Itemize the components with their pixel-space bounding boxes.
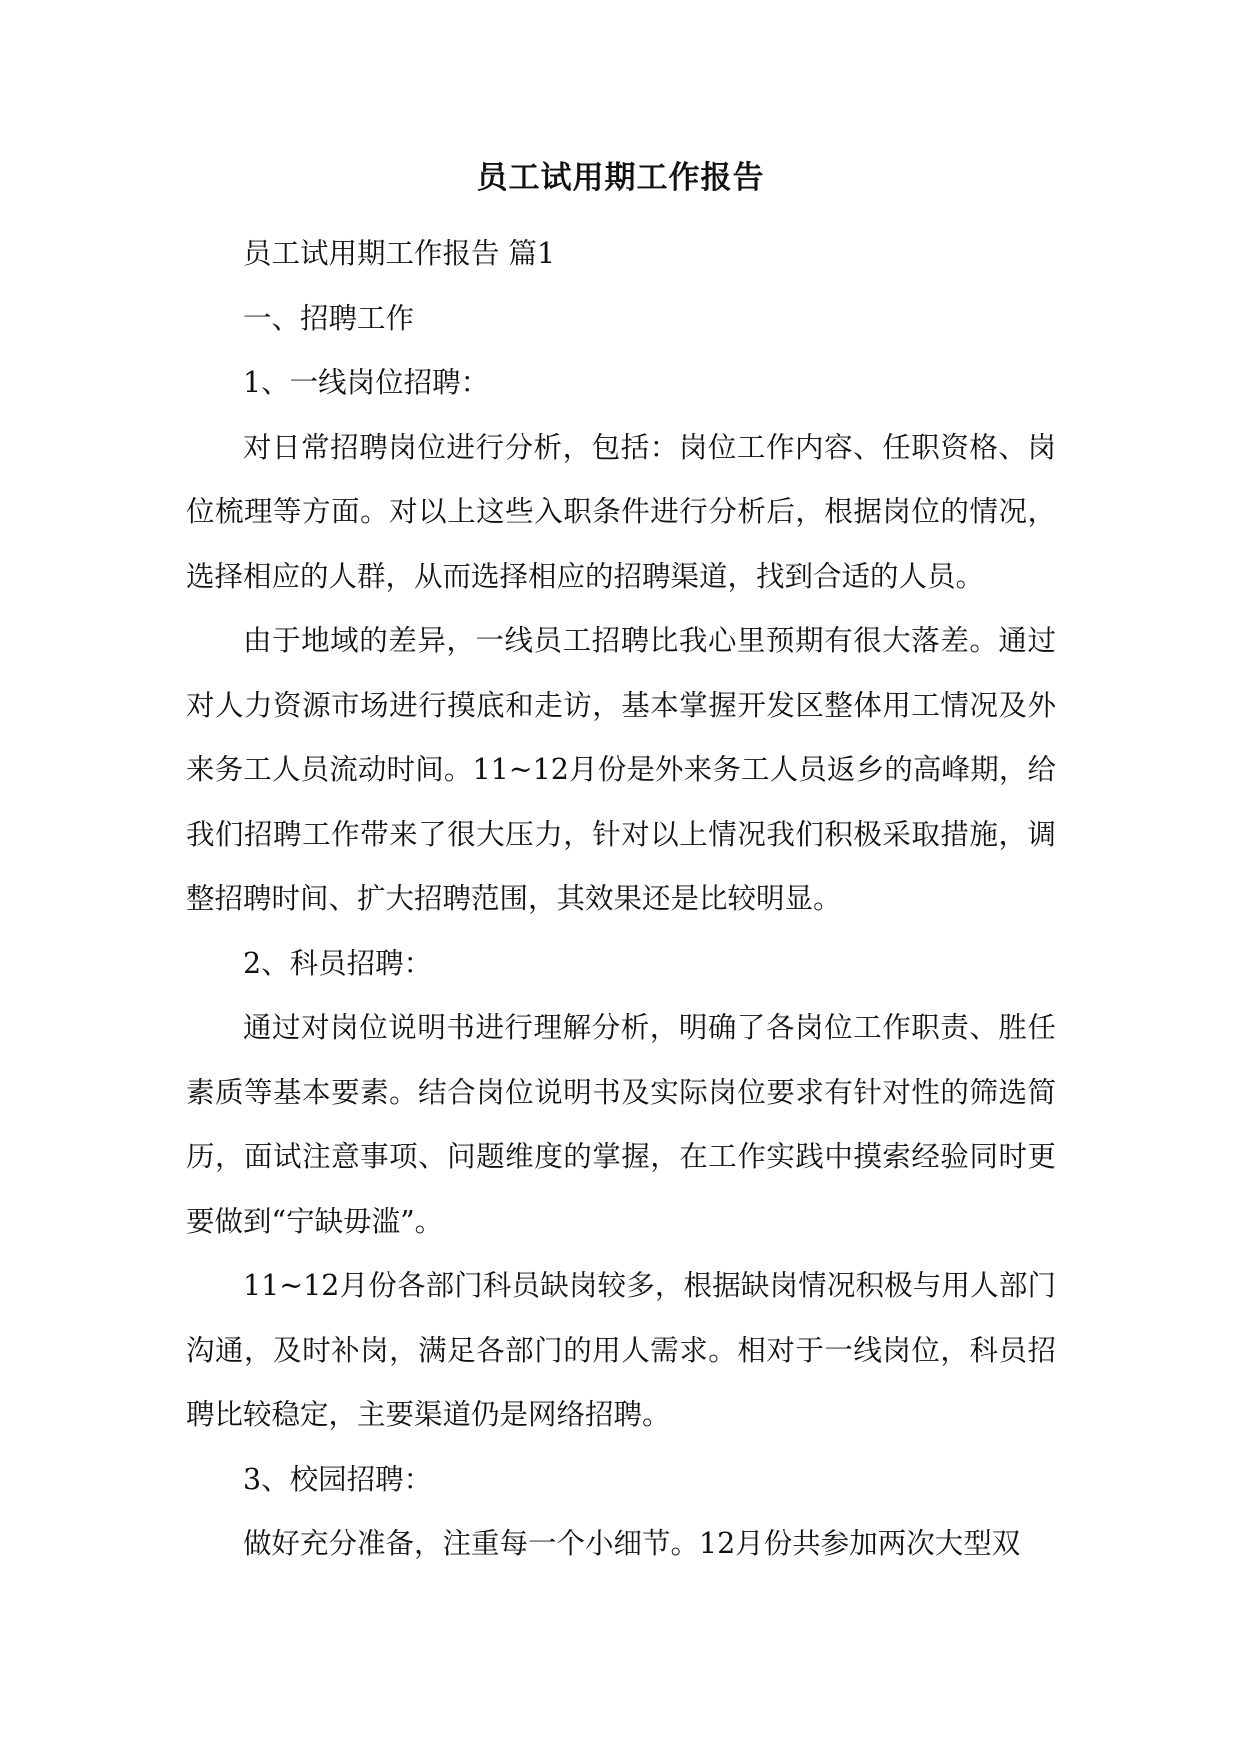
paragraph-text: 做好充分准备，注重每一个小细节。12月份共参加两次大型双 [243,1527,1021,1560]
paragraph-text: 11~12月份各部门科员缺岗较多，根据缺岗情况积极与用人部门沟通，及时补岗，满足各部门的用人需求。相对于一线岗位，科员招聘比较稳定，主要渠道仍是网络招聘。 [186,1269,1056,1431]
paragraph-subheading-frontline: 1、一线岗位招聘： [243,366,490,399]
document-title: 员工试用期工作报告 [476,160,765,196]
document-body [186,222,1056,1577]
paragraph-subheading-staff: 2、科员招聘： [243,946,433,980]
paragraph-subheading-campus: 3、校园招聘： [243,1462,433,1496]
paragraph-text: 通过对岗位说明书进行理解分析，明确了各岗位工作职责、胜任素质等基本要素。结合岗位说明书及实际岗位要求有针对性的筛选简历，面试注意事项、问题维度的掌握，在工作实践中摸索经验同时更要做到“宁缺毋滥”。 [186,1011,1056,1238]
paragraph-section-heading: 员工试用期工作报告 篇1 [243,237,556,270]
paragraph-text: 由于地域的差异，一线员工招聘比我心里预期有很大落差。通过对人力资源市场进行摸底和走访，基本掌握开发区整体用工情况及外来务工人员流动时间。11~12月份是外来务工人员返乡的高峰期，给我们招聘工作带来了很大压力，针对以上情况我们积极采取措施，调整招聘时间、扩大招聘范围，其效果还是比较明显。 [186,624,1056,915]
paragraph-heading-recruitment: 一、招聘工作 [243,301,415,335]
paragraph-text: 对日常招聘岗位进行分析，包括：岗位工作内容、任职资格、岗位梳理等方面。对以上这些入职条件进行分析后，根据岗位的情况，选择相应的人群，从而选择相应的招聘渠道，找到合适的人员。 [186,430,1056,593]
